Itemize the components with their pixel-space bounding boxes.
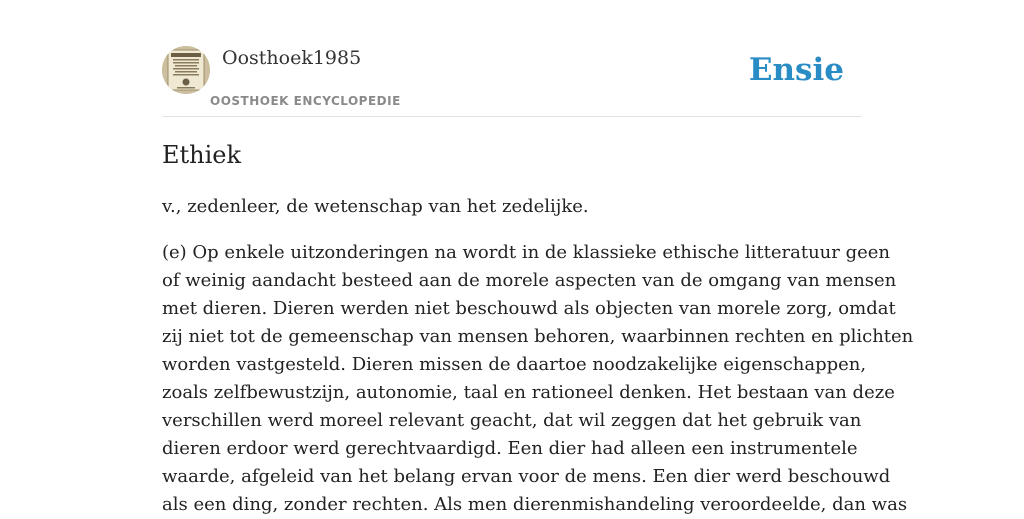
header bbox=[162, 0, 862, 117]
body-line: zoals zelfbewustzijn, autonomie, taal en rationeel denken. Het bestaan van deze bbox=[162, 382, 895, 403]
avatar[interactable] bbox=[162, 46, 210, 94]
body-line: zij niet tot de gemeenschap van mensen behoren, waarbinnen rechten en plichten bbox=[162, 326, 914, 347]
body-line: waarde, afgeleid van het belang ervan voor de mens. Een dier werd beschouwd bbox=[162, 466, 891, 487]
body-line: met dieren. Dieren werden niet beschouwd als objecten van morele zorg, omdat bbox=[162, 298, 896, 319]
body-line: (e) Op enkele uitzonderingen na wordt in de klassieke ethische litteratuur geen bbox=[162, 242, 891, 263]
body-line: verschillen werd moreel relevant geacht, dat wil zeggen dat het gebruik van bbox=[162, 410, 862, 431]
body-line: als een ding, zonder rechten. Als men dierenmishandeling veroordeelde, dan was bbox=[162, 494, 908, 515]
definition-text: v., zedenleer, de wetenschap van het zedelijke. bbox=[162, 196, 589, 217]
body-line: dieren erdoor werd gerechtvaardigd. Een dier had alleen een instrumentele bbox=[162, 438, 858, 459]
brand-logo[interactable]: Ensie bbox=[748, 52, 844, 88]
body-line: of weinig aandacht besteed aan de morele aspecten van de omgang van mensen bbox=[162, 270, 897, 291]
book-cover-avatar-icon bbox=[162, 46, 210, 94]
article-body bbox=[162, 239, 914, 519]
author-name[interactable]: Oosthoek1985 bbox=[222, 47, 362, 69]
page bbox=[162, 0, 914, 515]
page-title: Ethiek bbox=[162, 141, 242, 169]
source-label[interactable]: OOSTHOEK ENCYCLOPEDIE bbox=[210, 94, 401, 108]
body-line: worden vastgesteld. Dieren missen de daartoe noodzakelijke eigenschappen, bbox=[162, 354, 867, 375]
